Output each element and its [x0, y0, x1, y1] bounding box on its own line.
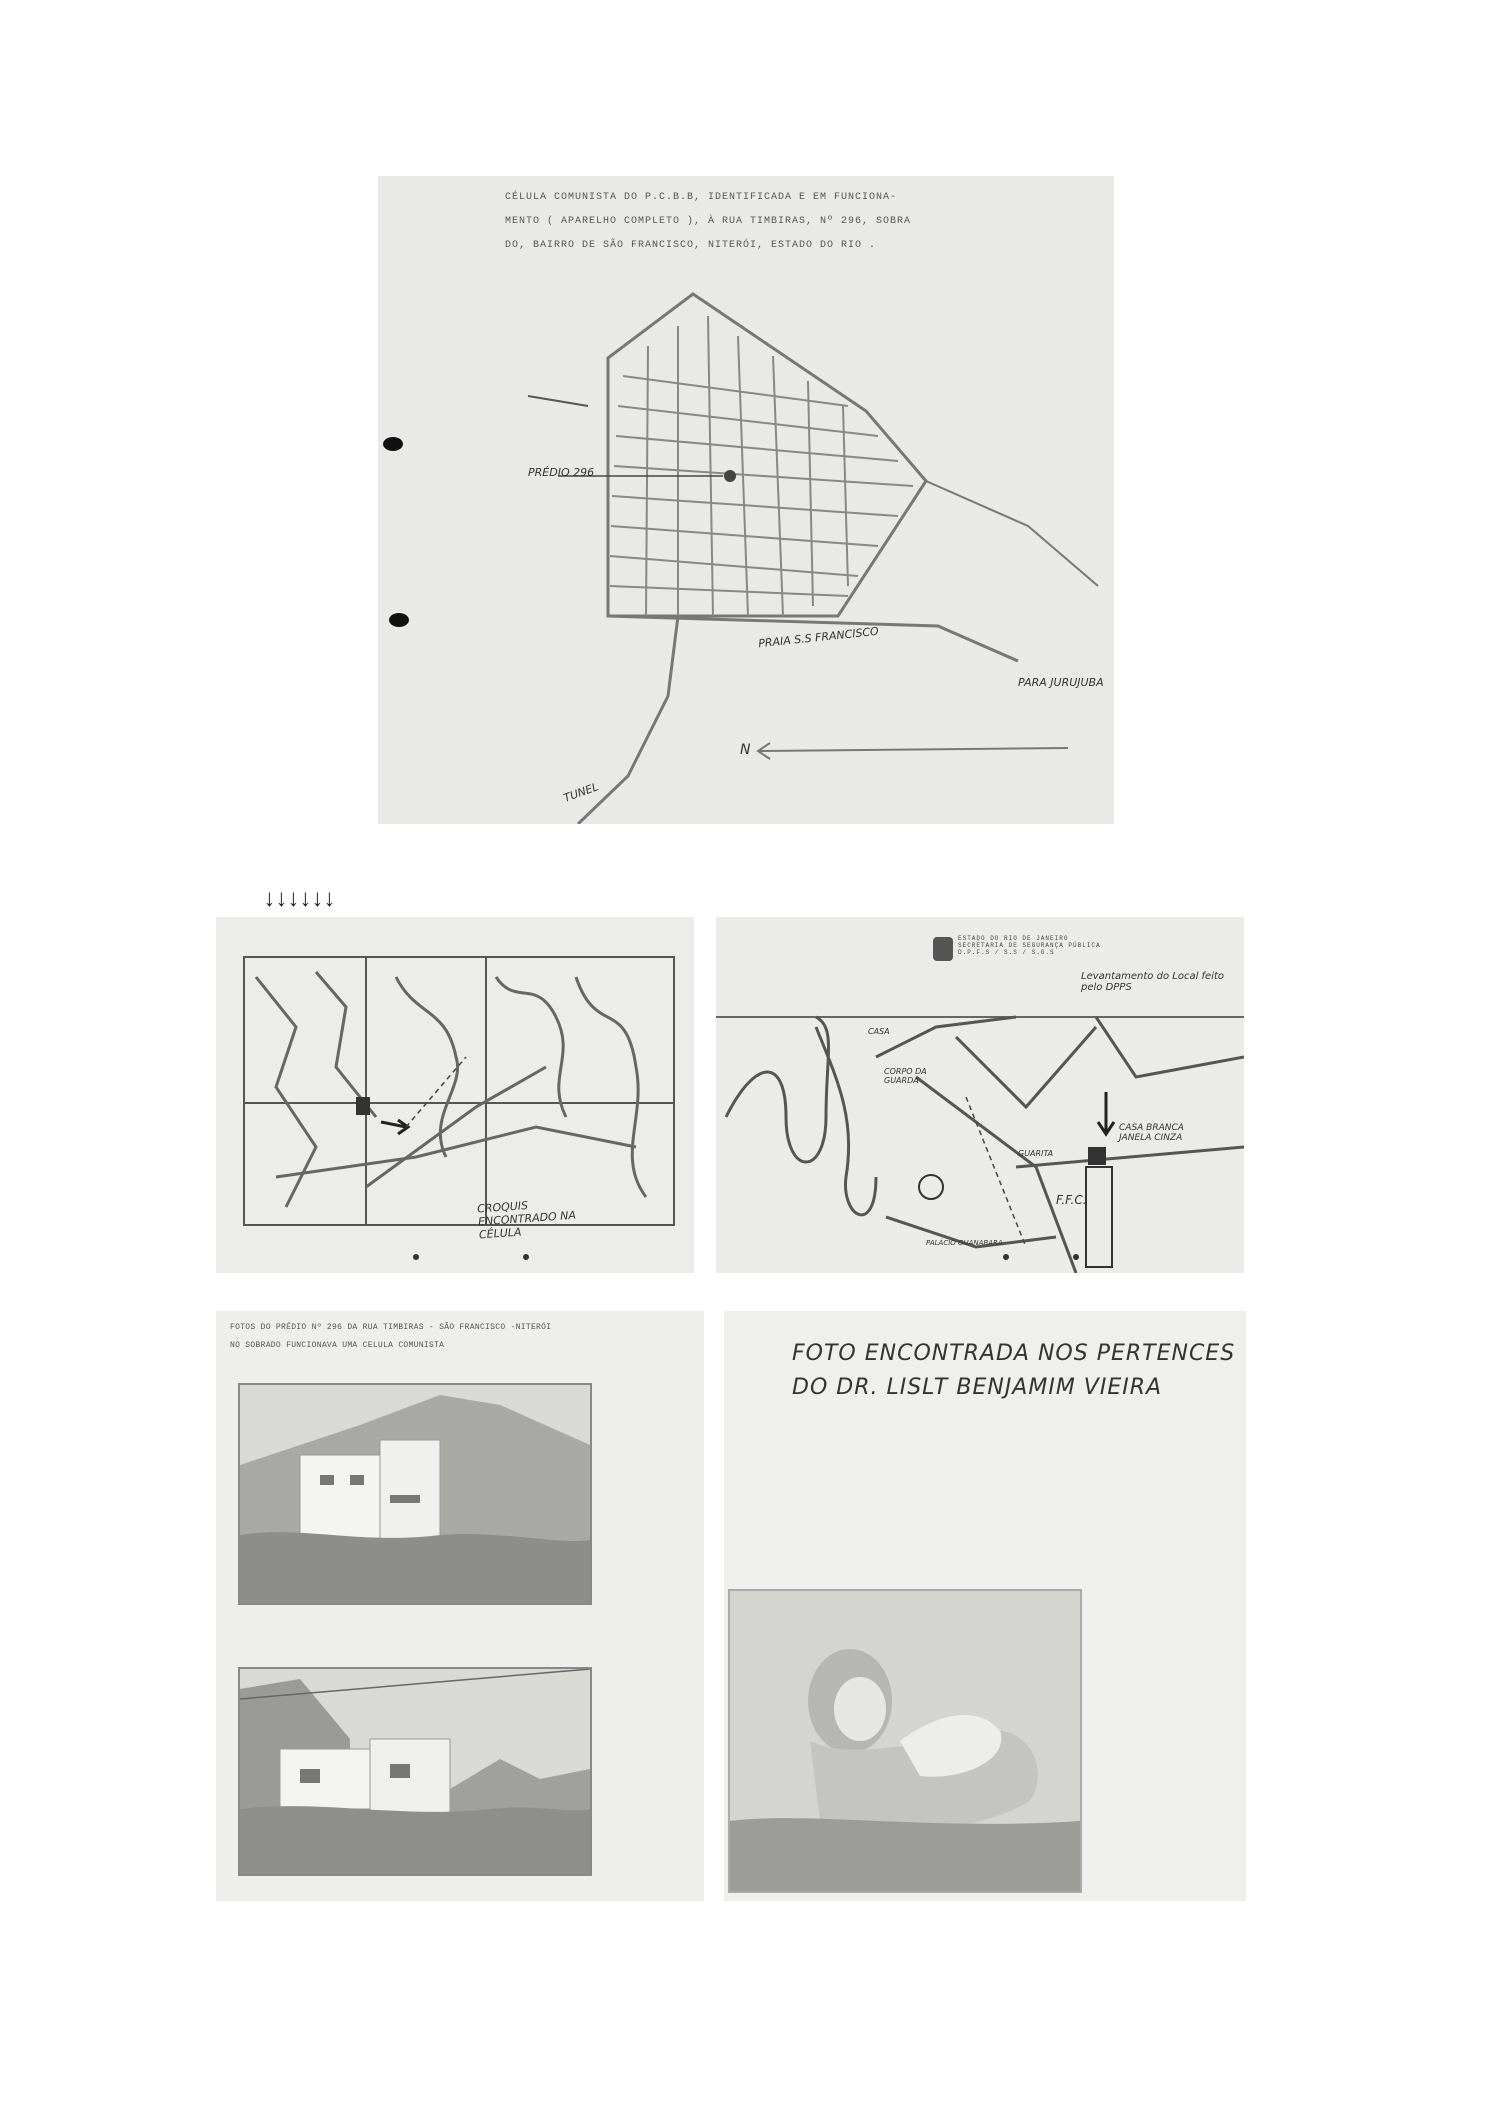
map-label-tunel: TUNEL [561, 780, 601, 805]
building-photo-2 [238, 1667, 592, 1876]
photo-right-scan [724, 1311, 1246, 1901]
top-heading-line-2: MENTO ( APARELHO COMPLETO ), À RUA TIMBIRAS, Nº 296, SOBRA [505, 216, 912, 227]
punch-hole [383, 437, 403, 451]
site-survey-drawing [716, 917, 1244, 1273]
agency-header: ESTADO DO RIO DE JANEIRO SECRETARIA DE SEGURANÇA PÚBLICA D.P.F.S / S.S / S.G.S [958, 935, 1101, 956]
photos-heading-line-2: NO SOBRADO FUNCIONAVA UMA CELULA COMUNISTA [230, 1341, 445, 1350]
map-label-para: PARA JURUJUBA [1018, 676, 1104, 689]
map-label-north: N [740, 742, 751, 758]
top-heading-line-3: DO, BAIRRO DE SÃO FRANCISCO, NITERÓI, ESTADO DO RIO . [505, 240, 877, 251]
sketch-left-scan [216, 917, 694, 1273]
map-label-predio: PRÉDIO 296 [528, 466, 595, 479]
label-guarita: GUARITA [1018, 1149, 1054, 1158]
top-heading-line-1: CÉLULA COMUNISTA DO P.C.B.B, IDENTIFICADA E EM FUNCIONA- [505, 192, 898, 203]
label-casa-branca: CASA BRANCA JANELA CINZA [1119, 1123, 1184, 1143]
photos-heading-line-1: FOTOS DO PRÉDIO Nº 296 DA RUA TIMBIRAS - SÃO FRANCISCO -NITERÓI [230, 1323, 552, 1332]
photo-note-line-1: FOTO ENCONTRADA NOS PERTENCES [792, 1341, 1236, 1366]
photo-note-line-2: DO DR. LISLT BENJAMIM VIEIRA [792, 1375, 1163, 1400]
survey-title: Levantamento do Local feito pelo DPPS [1081, 971, 1225, 993]
map-label-praia: PRAIA S.S FRANCISCO [757, 624, 880, 651]
croquis-drawing [216, 917, 694, 1273]
label-casa-top: CASA [868, 1027, 890, 1036]
building-photo-1 [238, 1383, 592, 1605]
photos-left-scan [216, 1311, 704, 1901]
top-map-scan [378, 176, 1114, 824]
label-palacio: PALÁCIO GUANABARA [926, 1239, 1003, 1247]
croquis-note: CROQUIS ENCONTRADO NA CÉLULA [476, 1198, 577, 1242]
label-ffc: F.F.C. [1056, 1193, 1087, 1207]
label-corpo-guarda: CORPO DA GUARDA [884, 1067, 927, 1085]
punch-hole [389, 613, 409, 627]
street-map-drawing [378, 176, 1114, 824]
sketch-right-scan [716, 917, 1244, 1273]
portrait-photo [728, 1589, 1082, 1893]
caption-arrows-left: ↓↓↓↓↓↓ [263, 885, 336, 912]
